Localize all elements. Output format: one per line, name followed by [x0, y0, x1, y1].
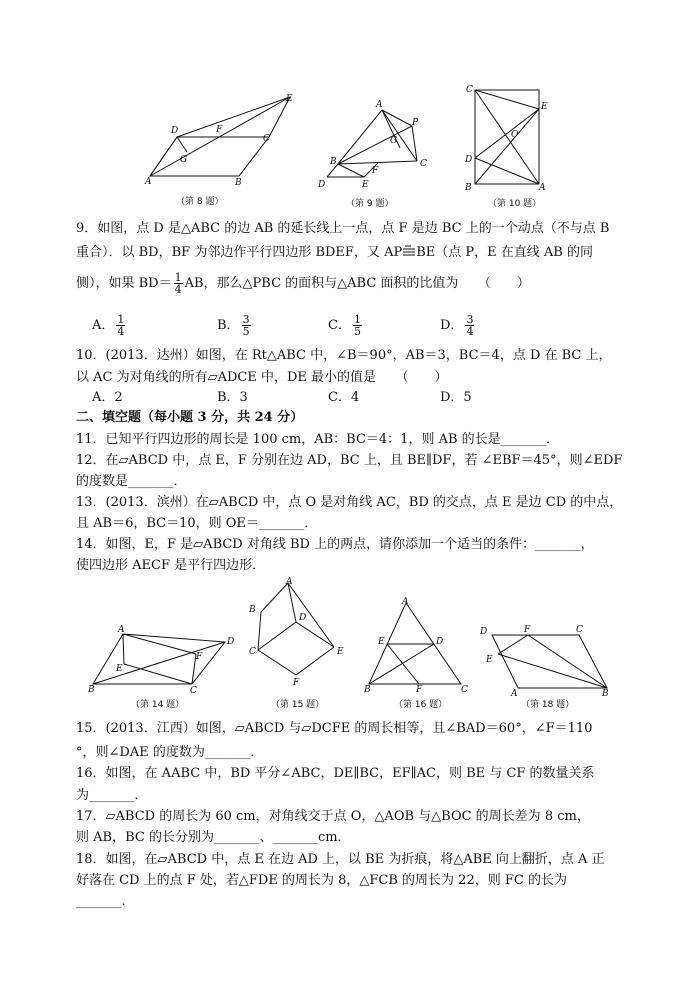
label-E: E — [116, 664, 123, 674]
q16-line-2: 为_______． — [76, 788, 148, 803]
label-E: E — [541, 102, 548, 112]
q18-line-3: _______． — [76, 894, 135, 909]
label-F: F — [293, 678, 300, 688]
q9-fraction-den: 4 — [174, 283, 182, 296]
label-F: F — [216, 125, 223, 135]
q11: 11．已知平行四边形的周长是 100 cm，AB：BC＝4：1，则 AB 的长是_______． — [76, 432, 560, 447]
label-A: A — [539, 183, 546, 193]
label-D: D — [227, 637, 235, 647]
q18-line-2: 好落在 CD 上的点 F 处，若△FDE 的周长为 8，△FCB 的周长为 22，则 FC 的长为 — [76, 873, 567, 888]
label-D: D — [299, 613, 307, 623]
q14-line-2: 使四边形 AECF 是平行四边形． — [76, 558, 266, 573]
label-C: C — [576, 625, 583, 635]
option-label: A． — [92, 318, 115, 333]
q17-line-2: 则 AB，BC 的长分别为_______、_______cm． — [76, 830, 351, 845]
label-C: C — [420, 159, 427, 169]
label-F: F — [196, 652, 203, 662]
label-E: E — [486, 655, 493, 665]
q9-option-c[interactable] — [328, 314, 364, 337]
figure-15-caption: （第 15 题） — [271, 700, 325, 710]
label-D: D — [465, 155, 473, 165]
option-label: C． — [328, 318, 351, 333]
figure-8-diagram — [140, 90, 300, 190]
frac-den: 4 — [466, 325, 474, 338]
q10-line-1: 10．(2013．达州）如图，在 Rt△ABC 中，∠B＝90°，AB＝3，BC＝4，点 D 在 BC 上， — [76, 348, 612, 363]
label-A: A — [118, 625, 125, 635]
figure-10-caption: （第 10 题） — [488, 199, 542, 209]
figure-16 — [362, 596, 472, 695]
q9-line-2b-text: BE（点 P，E 在直线 AB 的同 — [416, 245, 593, 260]
q13-line-2: 且 AB＝6，BC＝10，则 OE＝_______． — [76, 516, 318, 531]
q9-line-2-text: 重合）．以 BD，BF 为邻边作平行四边形 BDEF，又 AP — [76, 245, 403, 260]
q10-option-d[interactable]: D．5 — [440, 390, 472, 405]
q9-option-d[interactable] — [440, 314, 476, 337]
label-D: D — [171, 126, 179, 136]
frac-den: 4 — [117, 325, 125, 338]
label-E: E — [362, 180, 369, 190]
label-B: B — [364, 685, 371, 695]
frac-num: 1 — [117, 313, 125, 326]
figure-16-diagram — [362, 596, 472, 695]
q10-line-2: 以 AC 为对角线的所有▱ADCE 中，DE 最小的值是 （ ） — [76, 370, 448, 385]
option-fraction — [353, 314, 362, 337]
q12-line-2: 的度数是_______． — [76, 474, 187, 489]
figure-9-diagram — [312, 98, 432, 193]
frac-num: 3 — [242, 313, 250, 326]
q9-option-b[interactable] — [217, 314, 253, 337]
figure-8 — [140, 90, 300, 190]
q10-option-c[interactable]: C．4 — [328, 390, 360, 405]
figure-9 — [312, 98, 432, 193]
label-E: E — [337, 647, 344, 657]
q10-option-a[interactable]: A．2 — [92, 390, 123, 405]
label-A: A — [145, 177, 152, 187]
label-B: B — [249, 605, 256, 615]
q9-line-2 — [76, 245, 593, 261]
section-2-heading: 二、填空题（每小题 3 分，共 24 分） — [76, 410, 304, 425]
q9-line-3b: AB，那么△PBC 的面积与△ABC 面积的比值为 （ ） — [184, 276, 530, 291]
figure-16-caption: （第 16 题） — [394, 700, 448, 710]
label-A: A — [376, 100, 383, 110]
label-O: O — [511, 130, 519, 140]
label-B: B — [88, 685, 95, 695]
figure-15-diagram — [244, 578, 354, 688]
figure-14 — [86, 622, 238, 694]
label-B: B — [465, 183, 472, 193]
q15-line-2: °，则∠DAE 的度数为_______． — [76, 745, 264, 760]
option-fraction — [465, 314, 474, 337]
label-B: B — [330, 157, 337, 167]
label-F: F — [524, 625, 531, 635]
q12-line-1: 12．在▱ABCD 中，点 E，F 分别在边 AD，BC 上，且 BE∥DF，若 ∠EBF＝45°，则∠EDF — [76, 453, 623, 468]
label-B: B — [602, 689, 609, 699]
label-C: C — [263, 134, 270, 144]
figure-10 — [462, 82, 562, 192]
label-C: C — [249, 647, 256, 657]
option-label: B． — [217, 318, 240, 333]
figure-9-caption: （第 9 题） — [346, 199, 394, 209]
frac-num: 3 — [466, 313, 474, 326]
q9-line-3 — [76, 272, 530, 295]
figure-18-caption: （第 18 题） — [521, 700, 575, 710]
label-C: C — [190, 686, 197, 696]
option-fraction — [116, 314, 125, 337]
label-E: E — [286, 94, 293, 104]
q9-line-3a: 侧），如果 BD＝ — [76, 276, 172, 291]
option-fraction — [242, 314, 251, 337]
label-F: F — [416, 685, 423, 695]
frac-den: 5 — [242, 325, 250, 338]
label-C: C — [466, 85, 473, 95]
figure-18-diagram — [478, 620, 618, 699]
q9-fraction-num: 1 — [174, 271, 182, 284]
frac-den: 5 — [353, 325, 361, 338]
q14-line-1: 14．如图，E，F 是▱ABCD 对角线 BD 上的两点，请你添加一个适当的条件：_______， — [76, 537, 594, 552]
q16-line-1: 16．如图，在 AABC 中，BD 平分∠ABC，DE∥BC，EF∥AC，则 BE 与 CF 的数量关系 — [76, 766, 595, 781]
figure-8-caption: （第 8 题） — [176, 197, 224, 207]
q9-fraction — [174, 272, 183, 295]
label-A: A — [402, 597, 409, 607]
label-P: P — [412, 118, 419, 128]
label-D: D — [318, 180, 326, 190]
q10-option-b[interactable]: B．3 — [217, 390, 248, 405]
label-G: G — [390, 136, 398, 146]
label-E: E — [378, 637, 385, 647]
q17-line-1: 17．▱ABCD 的周长为 60 cm，对角线交于点 O，△AOB 与△BOC 的周长差为 8 cm， — [76, 809, 590, 824]
label-B: B — [235, 178, 242, 188]
label-A: A — [286, 577, 293, 587]
label-A: A — [511, 689, 518, 699]
label-G: G — [180, 155, 188, 165]
q9-line-1: 9．如图，点 D 是△ABC 的边 AB 的延长线上一点，点 F 是边 BC 上的一个动点（不与点 B — [76, 221, 610, 236]
figure-18 — [478, 620, 618, 699]
figure-15 — [244, 578, 354, 688]
q9-option-a[interactable] — [92, 314, 127, 337]
label-D: D — [480, 627, 488, 637]
figure-14-caption: （第 14 题） — [131, 700, 185, 710]
figure-14-diagram — [86, 622, 238, 694]
figure-10-diagram — [462, 82, 562, 192]
q15-line-1: 15．(2013．江西）如图，▱ABCD 与▱DCFE 的周长相等，且∠BAD＝60°，∠F＝110 — [76, 721, 593, 736]
q18-line-1: 18．如图，在▱ABCD 中，点 E 在边 AD 上，以 BE 为折痕，将△ABE 向上翻折，点 A 正 — [76, 852, 605, 867]
frac-num: 1 — [353, 313, 361, 326]
parallel-equal-sign — [402, 245, 416, 257]
label-C: C — [461, 685, 468, 695]
option-label: D． — [440, 318, 464, 333]
q13-line-1: 13．(2013．滨州）在▱ABCD 中，点 O 是对角线 AC，BD 的交点，点 E 是边 CD 的中点， — [76, 495, 623, 510]
label-F: F — [372, 166, 379, 176]
label-D: D — [436, 637, 444, 647]
